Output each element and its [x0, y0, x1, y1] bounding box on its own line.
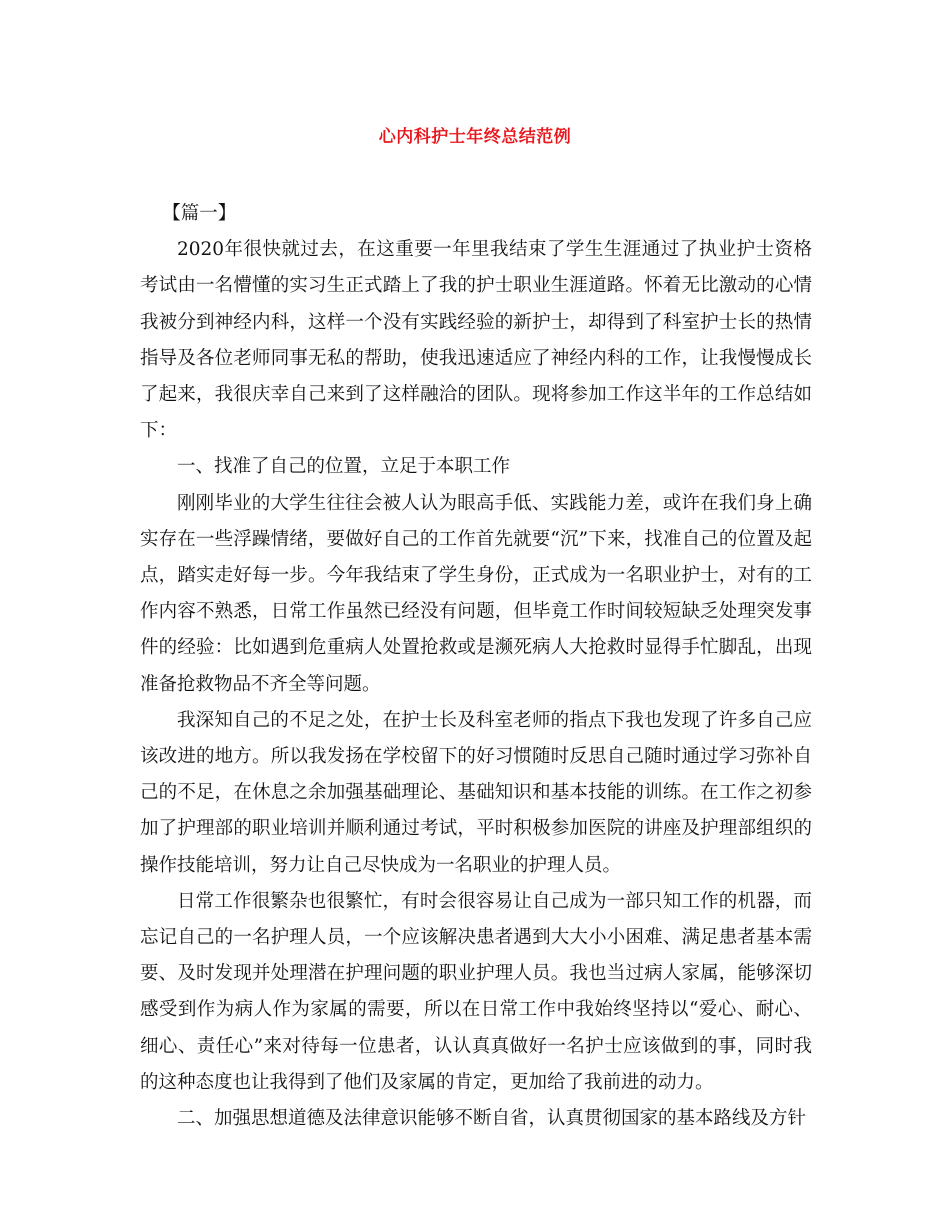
- heading-section-two: 二、加强思想道德及法律意识能够不断自省，认真贯彻国家的基本路线及方针: [177, 1108, 807, 1130]
- paragraph-improvement: 我深知自己的不足之处，在护士长及科室老师的指点下我也发现了许多自己应该改进的地方。所以我发扬在学校留下的好习惯随时反思自己随时通过学习弥补自己的不足，在休息之余加强基础理论、基础知识和基本技能的训练。在工作之初参加了护理部的职业培训并顺利通过考试，平时积极参加医院的讲座及护理部组织的操作技能培训，努力让自己尽快成为一名职业的护理人员。: [140, 709, 812, 876]
- paragraph-intro: 2020年很快就过去，在这重要一年里我结束了学生生涯通过了执业护士资格考试由一名懵懂的实习生正式踏上了我的护士职业生涯道路。怀着无比激动的心情我被分到神经内科，这样一个没有实践经验的新护士，却得到了科室护士长的热情指导及各位老师同事无私的帮助，使我迅速适应了神经内科的工作，让我慢慢成长了起来，我很庆幸自己来到了这样融洽的团队。现将参加工作这半年的工作总结如下：: [140, 239, 812, 442]
- paragraph-position: 刚刚毕业的大学生往往会被人认为眼高手低、实践能力差，或许在我们身上确实存在一些浮躁情绪，要做好自己的工作首先就要“沉”下来，找准自己的位置及起点，踏实走好每一步。今年我结束了学生身份，正式成为一名职业护士，对有的工作内容不熟悉，日常工作虽然已经没有问题，但毕竟工作时间较短缺乏处理突发事件的经验：比如遇到危重病人处置抢救或是濒死病人大抢救时显得手忙脚乱，出现准备抢救物品不齐全等问题。: [140, 492, 812, 695]
- heading-section-one: 一、找准了自己的位置，立足于本职工作: [177, 456, 511, 478]
- section-label: 【篇一】: [162, 203, 237, 224]
- paragraph-daily-work: 日常工作很繁杂也很繁忙，有时会很容易让自己成为一部只知工作的机器，而忘记自己的一名护理人员，一个应该解决患者遇到大大小小困难、满足患者基本需要、及时发现并处理潜在护理问题的职业护理人员。我也当过病人家属，能够深切感受到作为病人作为家属的需要，所以在日常工作中我始终坚持以“爱心、耐心、细心、责任心”来对待每一位患者，认认真真做好一名护士应该做到的事，同时我的这种态度也让我得到了他们及家属的肯定，更加给了我前进的动力。: [140, 890, 812, 1093]
- document-body: [140, 196, 812, 1137]
- document-title: 心内科护士年终总结范例: [378, 127, 572, 147]
